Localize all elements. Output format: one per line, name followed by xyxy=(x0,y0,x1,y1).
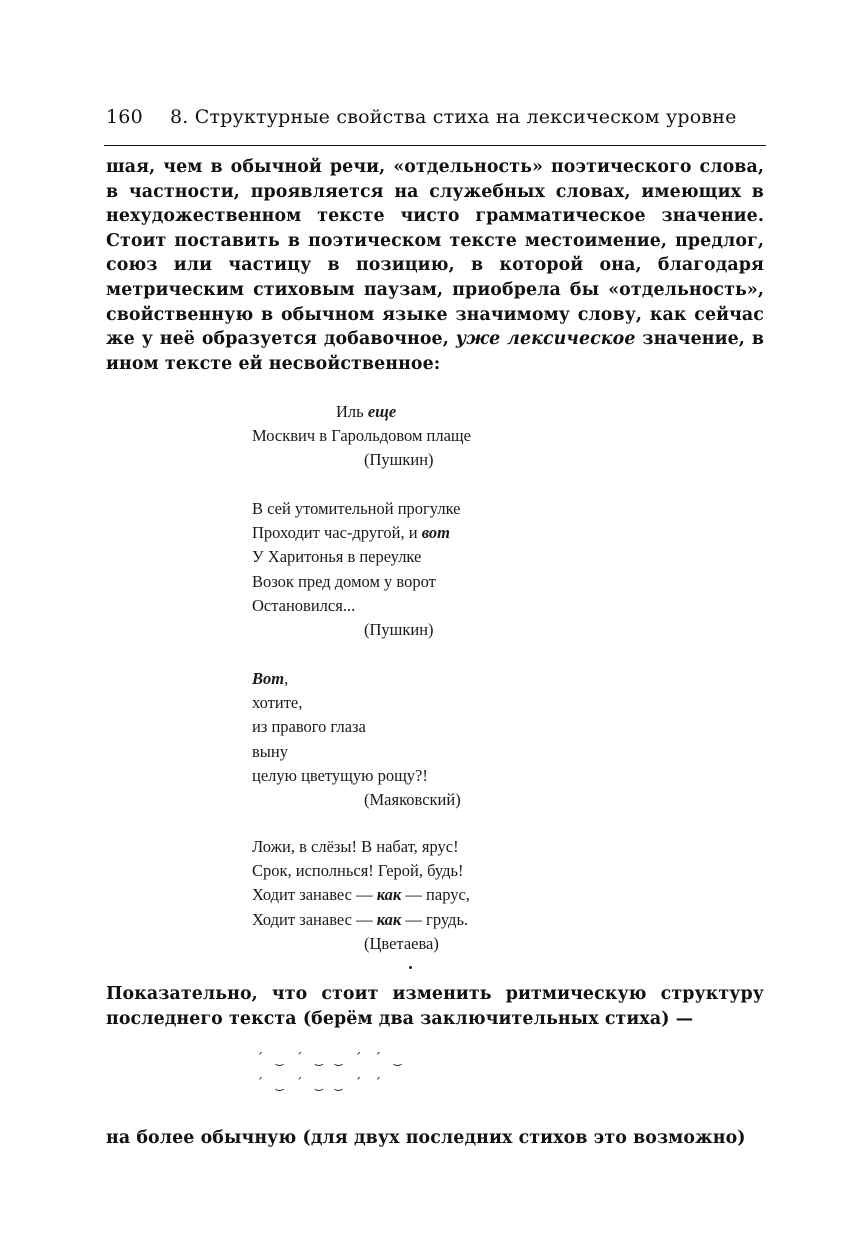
body-paragraph-2: Показательно, что стоит изменить ритмическую структуру последнего текста (берём два заключительных стиха) — xyxy=(106,984,764,1029)
poem-line: Иль еще xyxy=(336,402,397,421)
paragraph-italic-text: уже лексическое xyxy=(455,329,636,350)
poem-mayakovsky xyxy=(252,667,652,812)
poem-author: (Пушкин) xyxy=(364,450,434,470)
poem-line: В сей утомительной прогулке xyxy=(252,499,461,518)
poem-line: Ходит занавес — как — грудь. xyxy=(252,909,469,929)
poem-line: Проходит час-другой, и вот xyxy=(252,523,450,543)
poem-pushkin-2 xyxy=(252,497,652,642)
poem-pushkin-1 xyxy=(252,400,652,473)
page-number: 160 xyxy=(106,106,143,128)
poem-line: целую цветущую рощу?! xyxy=(252,765,428,785)
page-header xyxy=(106,106,766,128)
poem-line: Вот, xyxy=(252,669,289,688)
poem-author: (Цветаева) xyxy=(364,933,439,953)
poem-tsvetaeva xyxy=(252,835,652,956)
print-speck xyxy=(409,966,412,969)
poem-line: Москвич в Гарольдовом плаще xyxy=(252,426,471,446)
poem-line: У Харитонья в переулке xyxy=(252,547,422,567)
paragraph-text: значение, в ином тексте ей несвойственное: xyxy=(106,329,765,374)
poem-line: Ложи, в слёзы! В набат, ярус! xyxy=(252,837,459,856)
poem-author: (Пушкин) xyxy=(364,620,434,640)
rhythm-scheme-line-1: ´ ‿ ´ ‿ ‿ ´ ´ ‿ xyxy=(256,1052,404,1067)
poem-author: (Маяковский) xyxy=(364,790,461,810)
poem-line: Возок пред домом у ворот xyxy=(252,571,436,591)
poem-line: выну xyxy=(252,741,288,761)
poem-line: Срок, исполнься! Герой, будь! xyxy=(252,861,464,881)
poem-line: хотите, xyxy=(252,693,303,713)
poem-line: Ходит занавес — как — парус, xyxy=(252,885,470,905)
body-paragraph-3: на более обычную (для двух последних стихов это возможно) xyxy=(106,1128,746,1148)
poem-line: из правого глаза xyxy=(252,717,366,737)
body-paragraph-1 xyxy=(106,155,764,376)
paragraph-text: шая, чем в обычной речи, «отдельность» поэтического слова, в частности, проявляется на служебных словах, имеющих в нехудожественном тексте чисто грамматическое значение. Стоит поставить в поэтическом тексте местоимение, предлог, союз или частицу в позицию, в которой она, благодаря метрическим стиховым паузам, приобрела бы «отдельность», свойственную в обычном языке значимому слову, как сейчас же у неё образуется добавочное, xyxy=(106,157,764,350)
chapter-title: 8. Структурные свойства стиха на лексическом уровне xyxy=(170,106,737,128)
rhythm-scheme-line-2: ´ ‿ ´ ‿ ‿ ´ ´ xyxy=(256,1077,384,1092)
poem-line: Остановился... xyxy=(252,595,356,615)
header-rule xyxy=(104,145,766,146)
